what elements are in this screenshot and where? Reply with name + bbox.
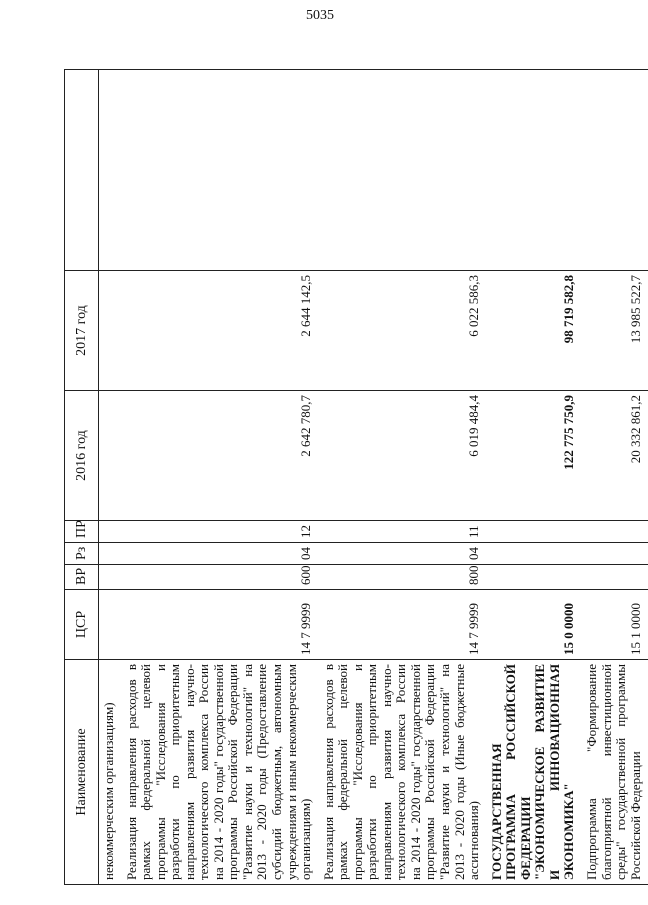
row-2017: 98 719 582,8 <box>487 271 582 391</box>
budget-table <box>64 69 648 885</box>
header-vr: ВР <box>65 565 99 590</box>
table-row <box>319 70 487 885</box>
row-blank <box>319 70 487 271</box>
row-2016 <box>99 391 122 521</box>
row-2017: 2 644 142,5 <box>122 271 319 391</box>
row-vr: 600 <box>122 565 319 590</box>
row-2017: 13 985 522,7 <box>582 271 648 391</box>
row-name: Реализация направления расходов в рамках федеральной целевой программы "Исследования и разработки по приоритетным направлениям развития научно-технологического комплекса России на 2014 - 2020 годы" государственной программы Российской Федерации "Развитие науки и технологий" на 2013 - 2020 годы (Предоставление субсидий бюджетным, автономным учреждениям и иным некоммерческим организациям) <box>122 660 319 885</box>
row-vr: 800 <box>319 565 487 590</box>
row-name: Реализация направления расходов в рамках федеральной целевой программы "Исследования и разработки по приоритетным направлениям развития научно-технологического комплекса России на 2014 - 2020 годы" государственной программы Российской Федерации "Развитие науки и технологий" на 2013 - 2020 годы (Иные бюджетные ассигнования) <box>319 660 487 885</box>
row-pr <box>582 521 648 543</box>
row-2017 <box>99 271 122 391</box>
header-pr: ПР <box>65 521 99 543</box>
row-pr: 11 <box>319 521 487 543</box>
row-rz <box>487 543 582 565</box>
header-blank <box>65 70 99 271</box>
table-row <box>99 70 122 885</box>
row-2016: 6 019 484,4 <box>319 391 487 521</box>
row-csr <box>99 590 122 660</box>
row-name: Подпрограмма "Формирование благоприятной инвестиционной среды" государственной программы Российской Федерации <box>582 660 648 885</box>
row-name: некоммерческим организациям) <box>99 660 122 885</box>
row-2017: 6 022 586,3 <box>319 271 487 391</box>
row-rz <box>582 543 648 565</box>
rotated-table-wrapper <box>64 70 643 885</box>
row-name: ГОСУДАРСТВЕННАЯ ПРОГРАММА РОССИЙСКОЙ ФЕДЕРАЦИИ "ЭКОНОМИЧЕСКОЕ РАЗВИТИЕ И ИННОВАЦИОННАЯ ЭКОНОМИКА" <box>487 660 582 885</box>
row-2016: 20 332 861,2 <box>582 391 648 521</box>
row-csr: 15 0 0000 <box>487 590 582 660</box>
header-csr: ЦСР <box>65 590 99 660</box>
header-year-2016: 2016 год <box>65 391 99 521</box>
page-number: 5035 <box>306 8 334 23</box>
row-rz: 04 <box>122 543 319 565</box>
row-pr <box>99 521 122 543</box>
row-blank <box>122 70 319 271</box>
table-header-row <box>65 70 99 885</box>
table-row <box>122 70 319 885</box>
row-csr: 15 1 0000 <box>582 590 648 660</box>
row-2016: 2 642 780,7 <box>122 391 319 521</box>
row-rz <box>99 543 122 565</box>
table-row <box>487 70 582 885</box>
table-row <box>582 70 648 885</box>
header-rz: Рз <box>65 543 99 565</box>
row-csr: 14 7 9999 <box>122 590 319 660</box>
header-name: Наименование <box>65 660 99 885</box>
row-blank <box>582 70 648 271</box>
row-vr <box>99 565 122 590</box>
row-vr <box>582 565 648 590</box>
header-year-2017: 2017 год <box>65 271 99 391</box>
row-2016: 122 775 750,9 <box>487 391 582 521</box>
row-pr: 12 <box>122 521 319 543</box>
row-vr <box>487 565 582 590</box>
row-blank <box>99 70 122 271</box>
row-pr <box>487 521 582 543</box>
row-csr: 14 7 9999 <box>319 590 487 660</box>
row-rz: 04 <box>319 543 487 565</box>
row-blank <box>487 70 582 271</box>
